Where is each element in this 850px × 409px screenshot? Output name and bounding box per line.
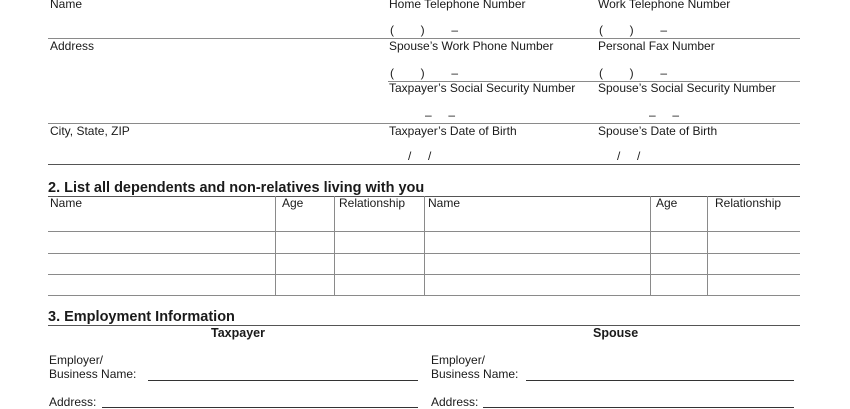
taxpayer-column-title: Taxpayer <box>211 326 265 340</box>
col-header-age-right: Age <box>656 196 678 210</box>
dependent-name-cell[interactable] <box>49 275 274 294</box>
personal-fax-pattern: ( ) – <box>599 66 668 80</box>
dependent-age-cell[interactable] <box>276 254 333 273</box>
spouse-ssn-pattern: – – <box>649 108 680 122</box>
dependent-relationship-cell[interactable] <box>335 254 423 273</box>
taxpayer-address-field[interactable] <box>102 407 418 408</box>
col-header-age-left: Age <box>282 196 304 210</box>
spouse-address-field[interactable] <box>483 407 794 408</box>
taxpayer-ssn-pattern: – – <box>425 108 456 122</box>
taxpayer-dob-pattern: / / <box>408 149 432 163</box>
spouse-column-title: Spouse <box>593 326 639 340</box>
spouse-work-phone-pattern: ( ) – <box>390 66 459 80</box>
home-phone-label: Home Telephone Number <box>389 0 526 11</box>
city-state-zip-field[interactable] <box>48 139 381 163</box>
personal-fax-label: Personal Fax Number <box>598 39 715 53</box>
spouse-dob-label: Spouse’s Date of Birth <box>598 124 718 138</box>
dependent-name-cell[interactable] <box>425 254 649 273</box>
dependents-heading: 2. List all dependents and non-relatives living with you <box>48 180 425 196</box>
home-phone-field[interactable] <box>388 23 583 37</box>
city-state-zip-label: City, State, ZIP <box>50 124 130 138</box>
dependent-relationship-cell[interactable] <box>335 275 423 294</box>
spouse-work-phone-field[interactable] <box>388 66 583 80</box>
dependent-age-cell[interactable] <box>651 275 706 294</box>
dependent-relationship-cell[interactable] <box>708 254 800 273</box>
col-header-name-left: Name <box>50 196 83 210</box>
col-header-name-right: Name <box>428 196 461 210</box>
spouse-dob-pattern: / / <box>617 149 641 163</box>
taxpayer-address-label: Address: <box>49 395 97 409</box>
home-phone-pattern: ( ) – <box>390 23 459 37</box>
taxpayer-employer-label-line2: Business Name: <box>49 367 137 381</box>
dependent-relationship-cell[interactable] <box>335 232 423 252</box>
spouse-employer-label-line1: Employer/ <box>431 353 486 367</box>
spouse-address-label: Address: <box>431 395 479 409</box>
dependent-relationship-cell[interactable] <box>708 232 800 252</box>
address-label: Address <box>50 39 95 53</box>
work-phone-pattern: ( ) – <box>599 23 668 37</box>
dependents-row-line-4 <box>48 295 800 296</box>
spouse-employer-label-line2: Business Name: <box>431 367 519 381</box>
taxpayer-ssn-label: Taxpayer’s Social Security Number <box>389 81 576 95</box>
dependent-name-cell[interactable] <box>49 254 274 273</box>
work-phone-label: Work Telephone Number <box>598 0 731 11</box>
dependent-relationship-cell[interactable] <box>708 211 800 230</box>
dependent-relationship-cell[interactable] <box>708 275 800 294</box>
spouse-dob-field[interactable] <box>597 149 797 163</box>
dependent-name-cell[interactable] <box>49 211 274 230</box>
work-phone-field[interactable] <box>597 23 797 37</box>
taxpayer-employer-field[interactable] <box>148 380 418 381</box>
dependent-age-cell[interactable] <box>651 254 706 273</box>
dependent-age-cell[interactable] <box>276 275 333 294</box>
name-label: Name <box>50 0 83 11</box>
name-field[interactable] <box>48 12 381 37</box>
taxpayer-ssn-field[interactable] <box>388 108 583 122</box>
taxpayer-dob-label: Taxpayer’s Date of Birth <box>389 124 517 138</box>
dependent-age-cell[interactable] <box>651 211 706 230</box>
spouse-ssn-label: Spouse’s Social Security Number <box>598 81 776 95</box>
taxpayer-employer-label-line1: Employer/ <box>49 353 104 367</box>
spouse-work-phone-label: Spouse’s Work Phone Number <box>389 39 554 53</box>
dependent-name-cell[interactable] <box>49 232 274 252</box>
spouse-ssn-field[interactable] <box>597 108 797 122</box>
employment-heading: 3. Employment Information <box>48 309 235 325</box>
col-header-relationship-left: Relationship <box>339 196 406 210</box>
employment-top-line <box>48 325 800 326</box>
dependent-age-cell[interactable] <box>276 211 333 230</box>
dependent-age-cell[interactable] <box>276 232 333 252</box>
address-field[interactable] <box>48 54 381 122</box>
col-header-relationship-right: Relationship <box>715 196 782 210</box>
spouse-employer-field[interactable] <box>526 380 794 381</box>
section1-bottom-line <box>48 164 800 165</box>
dependent-age-cell[interactable] <box>651 232 706 252</box>
dependent-name-cell[interactable] <box>425 232 649 252</box>
taxpayer-dob-field[interactable] <box>388 149 583 163</box>
dependent-name-cell[interactable] <box>425 211 649 230</box>
dependent-relationship-cell[interactable] <box>335 211 423 230</box>
dependent-name-cell[interactable] <box>425 275 649 294</box>
personal-fax-field[interactable] <box>597 66 797 80</box>
